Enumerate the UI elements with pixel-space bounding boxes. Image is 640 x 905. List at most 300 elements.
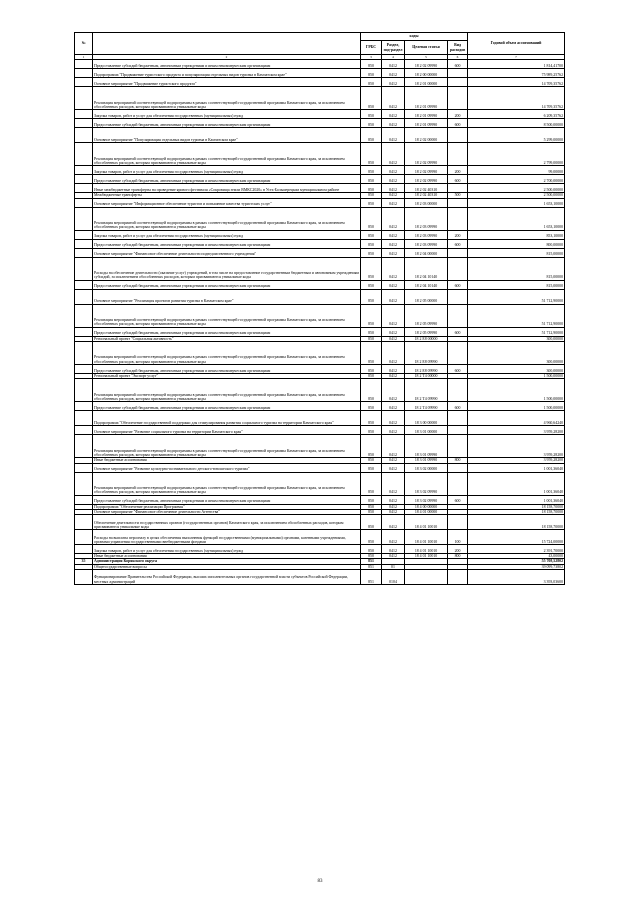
row-grbs-cell: 850: [361, 69, 382, 78]
row-section-cell: 0412: [382, 257, 405, 280]
row-grbs-cell: 850: [361, 342, 382, 365]
row-exptype-cell: [448, 207, 468, 230]
row-section-cell: 0412: [382, 515, 405, 530]
table-row: [75, 402, 565, 411]
row-number-cell: [75, 342, 93, 365]
table-row: [75, 175, 565, 184]
row-section-cell: 0412: [382, 426, 405, 435]
row-section-cell: 0412: [382, 87, 405, 110]
row-sum-cell: 1 814,41700: [468, 60, 565, 69]
row-grbs-cell: 850: [361, 60, 382, 69]
row-name-cell: Предоставление субсидий бюджетным, автономным учреждениям и иным некоммерческим организациям: [93, 280, 361, 289]
row-target-cell: 18 2 03 09990: [405, 207, 448, 230]
row-target-cell: 18 3 01 00000: [405, 426, 448, 435]
row-section-cell: 0412: [382, 143, 405, 166]
table-row: [75, 379, 565, 402]
row-section-cell: 0412: [382, 207, 405, 230]
row-grbs-cell: 850: [361, 280, 382, 289]
row-section-cell: 0412: [382, 184, 405, 193]
row-section-cell: 0412: [382, 304, 405, 327]
row-number-cell: [75, 60, 93, 69]
row-target-cell: 18 3 02 09990: [405, 472, 448, 495]
row-target-cell: 18 2 05 00000: [405, 289, 448, 304]
row-name-cell: Функционирование Правительства Российской Федерации, высших исполнительных органов государственной власти субъектов Российской Федерации, местных администраций: [93, 570, 361, 585]
table-row: [75, 545, 565, 554]
row-target-cell: 18 2 01 09990: [405, 119, 448, 128]
table-row: [75, 110, 565, 119]
row-sum-cell: 75 989,25762: [468, 69, 565, 78]
row-name-cell: Администрация Корякского округа: [93, 559, 361, 564]
row-sum-cell: 4 960,64240: [468, 411, 565, 426]
row-target-cell: 18 2 02 09990: [405, 143, 448, 166]
row-exptype-cell: 200: [448, 545, 468, 554]
row-grbs-cell: 850: [361, 379, 382, 402]
row-exptype-cell: 600: [448, 239, 468, 248]
row-exptype-cell: 600: [448, 119, 468, 128]
row-number-cell: [75, 515, 93, 530]
row-grbs-cell: 850: [361, 411, 382, 426]
row-number-cell: [75, 239, 93, 248]
row-number-cell: [75, 426, 93, 435]
row-exptype-cell: [448, 87, 468, 110]
row-name-cell: Реализация мероприятий соответствующей подпрограммы в рамках соответствующей государственной программы Камчатского края, за исключением обособленных расходов, которым присваиваются уникальные коды: [93, 304, 361, 327]
row-grbs-cell: 850: [361, 128, 382, 143]
row-sum-cell: 99,00000: [468, 166, 565, 175]
row-name-cell: Иные бюджетные ассигнования: [93, 458, 361, 463]
row-number-cell: [75, 463, 93, 472]
table-row: [75, 198, 565, 207]
row-section-cell: 0412: [382, 402, 405, 411]
row-grbs-cell: 850: [361, 175, 382, 184]
row-name-cell: Предоставление субсидий бюджетным, автономным учреждениям и иным некоммерческим организациям: [93, 402, 361, 411]
row-section-cell: 0412: [382, 119, 405, 128]
row-target-cell: 18 2 Т4 09990: [405, 379, 448, 402]
row-section-cell: 0412: [382, 495, 405, 504]
row-name-cell: Подпрограмма "Обеспечение реализации Программы": [93, 504, 361, 509]
row-exptype-cell: [448, 257, 468, 280]
row-target-cell: 18 4 01 00000: [405, 509, 448, 514]
index-cell: 6: [448, 55, 468, 60]
row-target-cell: 18 4 01 10010: [405, 530, 448, 545]
row-target-cell: 18 2 05 09990: [405, 327, 448, 336]
row-sum-cell: 14 709,35762: [468, 78, 565, 87]
row-grbs-cell: 850: [361, 119, 382, 128]
row-target-cell: 18 3 02 00000: [405, 463, 448, 472]
row-target-cell: 18 2 Т4 09990: [405, 402, 448, 411]
row-grbs-cell: 850: [361, 166, 382, 175]
row-name-cell: Основное мероприятие "Реализация проектов развития туризма в Камчатском крае": [93, 289, 361, 304]
row-grbs-cell: 850: [361, 230, 382, 239]
row-target-cell: 18 2 04 10140: [405, 280, 448, 289]
row-name-cell: Региональный проект "Социальная активность": [93, 336, 361, 341]
row-sum-cell: 815,00000: [468, 257, 565, 280]
row-section-cell: 0412: [382, 472, 405, 495]
row-sum-cell: 18 158,70000: [468, 509, 565, 514]
row-grbs-cell: 850: [361, 402, 382, 411]
row-exptype-cell: [448, 143, 468, 166]
row-section-cell: 0412: [382, 374, 405, 379]
row-exptype-cell: [448, 472, 468, 495]
row-number-cell: [75, 435, 93, 458]
table-row: [75, 515, 565, 530]
row-name-cell: Общегосударственные вопросы: [93, 564, 361, 569]
row-number-cell: [75, 495, 93, 504]
row-target-cell: 18 2 03 09990: [405, 230, 448, 239]
row-number-cell: [75, 175, 93, 184]
row-grbs-cell: 850: [361, 304, 382, 327]
header-codes: коды: [361, 33, 468, 41]
row-grbs-cell: 850: [361, 495, 382, 504]
row-section-cell: 0412: [382, 193, 405, 198]
row-section-cell: 0412: [382, 435, 405, 458]
table-row: [75, 143, 565, 166]
row-name-cell: Предоставление субсидий бюджетным, автономным учреждениям и иным некоммерческим организациям: [93, 239, 361, 248]
row-sum-cell: 55 708,52802: [468, 559, 565, 564]
row-section-cell: 0412: [382, 60, 405, 69]
row-section-cell: 0104: [382, 570, 405, 585]
row-target-cell: 18 2 01 09990: [405, 87, 448, 110]
row-number-cell: [75, 230, 93, 239]
row-number-cell: [75, 570, 93, 585]
row-number-cell: [75, 143, 93, 166]
row-sum-cell: 2 799,00000: [468, 143, 565, 166]
row-number-cell: [75, 530, 93, 545]
table-row: [75, 78, 565, 87]
row-exptype-cell: [448, 69, 468, 78]
row-grbs-cell: 850: [361, 504, 382, 509]
row-sum-cell: 51 712,90000: [468, 289, 565, 304]
row-target-cell: 18 2 05 09990: [405, 304, 448, 327]
row-grbs-cell: 851: [361, 564, 382, 569]
row-exptype-cell: 200: [448, 166, 468, 175]
row-sum-cell: 853,10000: [468, 230, 565, 239]
row-exptype-cell: [448, 515, 468, 530]
row-grbs-cell: 850: [361, 426, 382, 435]
row-sum-cell: 39 099,73802: [468, 564, 565, 569]
row-target-cell: 18 2 04 00000: [405, 248, 448, 257]
row-section-cell: 0412: [382, 509, 405, 514]
row-exptype-cell: [448, 570, 468, 585]
row-target-cell: 18 3 00 00000: [405, 411, 448, 426]
row-exptype-cell: 600: [448, 60, 468, 69]
row-target-cell: [405, 570, 448, 585]
row-section-cell: 0412: [382, 342, 405, 365]
index-cell: 4: [382, 55, 405, 60]
row-sum-cell: 14 709,35762: [468, 87, 565, 110]
row-section-cell: 0412: [382, 248, 405, 257]
row-grbs-cell: 850: [361, 509, 382, 514]
row-target-cell: 18 2 Т4 00000: [405, 374, 448, 379]
row-number-cell: [75, 110, 93, 119]
row-grbs-cell: 850: [361, 463, 382, 472]
budget-table-sheet: [74, 32, 564, 585]
row-number-cell: [75, 248, 93, 257]
row-grbs-cell: 851: [361, 570, 382, 585]
row-name-cell: Реализация мероприятий соответствующей подпрограммы в рамках соответствующей государственной программы Камчатского края, за исключением обособленных расходов, которым присваиваются уникальные коды: [93, 87, 361, 110]
row-target-cell: 18 2 Е8 00000: [405, 336, 448, 341]
row-name-cell: Обеспечение деятельности государственных органов (государственных органов) Камчатского края, за исключением обособленных расходов, которым присваиваются уникальные коды: [93, 515, 361, 530]
table-row: [75, 166, 565, 175]
row-name-cell: Реализация мероприятий соответствующей подпрограммы в рамках соответствующей государственной программы Камчатского края, за исключением обособленных расходов, которым присваиваются уникальные коды: [93, 143, 361, 166]
row-target-cell: 18 2 Е8 09990: [405, 342, 448, 365]
row-exptype-cell: [448, 411, 468, 426]
row-sum-cell: 51 712,90000: [468, 304, 565, 327]
row-grbs-cell: 850: [361, 435, 382, 458]
header-section: Раздел, под-раздел: [382, 41, 405, 55]
row-grbs-cell: 850: [361, 327, 382, 336]
row-number-cell: [75, 545, 93, 554]
row-number-cell: [75, 304, 93, 327]
row-section-cell: 0412: [382, 280, 405, 289]
row-grbs-cell: 850: [361, 78, 382, 87]
row-exptype-cell: [448, 304, 468, 327]
row-name-cell: Реализация мероприятий соответствующей подпрограммы в рамках соответствующей государственной программы Камчатского края, за исключением обособленных расходов, которым присваиваются уникальные коды: [93, 207, 361, 230]
row-exptype-cell: 600: [448, 280, 468, 289]
row-section-cell: 0412: [382, 504, 405, 509]
row-grbs-cell: 850: [361, 472, 382, 495]
row-number-cell: [75, 365, 93, 374]
row-target-cell: 18 4 00 00000: [405, 504, 448, 509]
row-exptype-cell: 600: [448, 175, 468, 184]
index-cell: 7: [468, 55, 565, 60]
index-cell: 5: [405, 55, 448, 60]
row-name-cell: Подпрограмма "Обеспечение государственной поддержки для стимулирования развития социального туризма на территории Камчатского края": [93, 411, 361, 426]
row-target-cell: 18 4 01 10010: [405, 515, 448, 530]
row-target-cell: 18 2 01 09990: [405, 110, 448, 119]
table-row: [75, 426, 565, 435]
row-target-cell: 18 2 Е8 09990: [405, 365, 448, 374]
row-section-cell: 0412: [382, 198, 405, 207]
index-cell: 2: [93, 55, 361, 60]
row-name-cell: Предоставление субсидий бюджетным, автономным учреждениям и иным некоммерческим организациям: [93, 495, 361, 504]
row-name-cell: Основное мероприятие "Популяризация отдельных видов туризма в Камчатском крае": [93, 128, 361, 143]
row-section-cell: 0412: [382, 175, 405, 184]
row-target-cell: 18 2 02 09990: [405, 175, 448, 184]
row-section-cell: 0412: [382, 379, 405, 402]
row-name-cell: Закупка товаров, работ и услуг для обеспечения государственных (муниципальных) нужд: [93, 166, 361, 175]
row-number-cell: [75, 87, 93, 110]
row-section-cell: 0412: [382, 530, 405, 545]
row-section-cell: 0412: [382, 78, 405, 87]
row-target-cell: 18 2 02 09990: [405, 60, 448, 69]
row-target-cell: 18 2 02 40310: [405, 193, 448, 198]
row-target-cell: 18 3 01 09990: [405, 435, 448, 458]
row-exptype-cell: [448, 289, 468, 304]
row-section-cell: 0412: [382, 230, 405, 239]
row-section-cell: 0412: [382, 458, 405, 463]
row-target-cell: 18 2 04 10140: [405, 257, 448, 280]
row-sum-cell: 8 500,00000: [468, 119, 565, 128]
row-grbs-cell: 850: [361, 545, 382, 554]
table-row: [75, 248, 565, 257]
table-row: [75, 342, 565, 365]
row-target-cell: 18 3 02 09990: [405, 495, 448, 504]
row-number-cell: [75, 379, 93, 402]
table-row: [75, 128, 565, 143]
row-name-cell: Закупка товаров, работ и услуг для обеспечения государственных (муниципальных) нужд: [93, 545, 361, 554]
row-exptype-cell: [448, 426, 468, 435]
header-grbs: ГРБС: [361, 41, 382, 55]
row-number-cell: 35: [75, 559, 93, 564]
row-section-cell: 0412: [382, 239, 405, 248]
row-grbs-cell: 850: [361, 248, 382, 257]
row-number-cell: [75, 207, 93, 230]
row-sum-cell: 300,00000: [468, 365, 565, 374]
row-name-cell: Основное мероприятие "Финансовое обеспечение деятельности Агентства": [93, 509, 361, 514]
row-target-cell: 18 2 03 00000: [405, 198, 448, 207]
row-name-cell: Иные бюджетные ассигнования: [93, 554, 361, 559]
row-name-cell: Закупка товаров, работ и услуг для обеспечения государственных (муниципальных) нужд: [93, 110, 361, 119]
row-section-cell: 0412: [382, 166, 405, 175]
table-row: [75, 87, 565, 110]
row-section-cell: 0412: [382, 289, 405, 304]
table-row: [75, 365, 565, 374]
row-number-cell: [75, 327, 93, 336]
row-name-cell: Межбюджетные трансферты: [93, 193, 361, 198]
header-target: Целевая статья: [405, 41, 448, 55]
table-row: [75, 119, 565, 128]
table-row: [75, 280, 565, 289]
row-target-cell: 18 4 01 10010: [405, 554, 448, 559]
row-sum-cell: 6 209,35762: [468, 110, 565, 119]
row-sum-cell: 18 158,70000: [468, 515, 565, 530]
row-number-cell: [75, 69, 93, 78]
row-exptype-cell: [448, 248, 468, 257]
row-grbs-cell: 850: [361, 515, 382, 530]
table-row: [75, 472, 565, 495]
row-sum-cell: 1 001,36040: [468, 495, 565, 504]
row-number-cell: [75, 257, 93, 280]
row-section-cell: 0412: [382, 327, 405, 336]
row-exptype-cell: [448, 78, 468, 87]
row-sum-cell: 2 500,00000: [468, 193, 565, 198]
row-grbs-cell: 850: [361, 530, 382, 545]
row-grbs-cell: 850: [361, 458, 382, 463]
row-section-cell: 0412: [382, 365, 405, 374]
row-grbs-cell: 850: [361, 336, 382, 341]
table-row: [75, 207, 565, 230]
row-grbs-cell: 850: [361, 554, 382, 559]
row-number-cell: [75, 128, 93, 143]
table-row: [75, 60, 565, 69]
row-name-cell: Иные межбюджетные трансферты на проведение ярового фестиваля «Сокровища земли ВМКС2020» в Усть-Большерецком муниципальном районе: [93, 184, 361, 193]
row-exptype-cell: [448, 379, 468, 402]
row-name-cell: Предоставление субсидий бюджетным, автономным учреждениям и иным некоммерческим организациям: [93, 119, 361, 128]
row-sum-cell: 1 500,00000: [468, 402, 565, 411]
row-name-cell: Предоставление субсидий бюджетным, автономным учреждениям и иным некоммерческим организациям: [93, 175, 361, 184]
budget-table: [74, 32, 565, 585]
row-exptype-cell: 600: [448, 365, 468, 374]
table-row: [75, 411, 565, 426]
row-sum-cell: 3 393,03600: [468, 570, 565, 585]
table-row: [75, 184, 565, 193]
row-grbs-cell: 850: [361, 110, 382, 119]
table-row: [75, 304, 565, 327]
index-cell: 1: [75, 55, 93, 60]
row-grbs-cell: 850: [361, 198, 382, 207]
row-section-cell: 0412: [382, 110, 405, 119]
row-sum-cell: 1 001,36040: [468, 472, 565, 495]
row-target-cell: 18 4 01 10010: [405, 545, 448, 554]
row-section-cell: 0412: [382, 128, 405, 143]
row-name-cell: Предоставление субсидий бюджетным, автономным учреждениям и иным некоммерческим организациям: [93, 327, 361, 336]
row-sum-cell: 1 500,00000: [468, 374, 565, 379]
row-name-cell: Закупка товаров, работ и услуг для обеспечения государственных (муниципальных) нужд: [93, 230, 361, 239]
row-name-cell: Расходы на выплаты персоналу в целях обеспечения выполнения функций государственными (муниципальными) органами, казенными учреждениями, органами управления государственными внебюджетными фондами: [93, 530, 361, 545]
row-exptype-cell: [448, 184, 468, 193]
row-name-cell: Подпрограмма "Продвижение туристского продукта и популяризация отдельных видов туризма в Камчатском крае": [93, 69, 361, 78]
row-name-cell: Основное мероприятие "Финансовое обеспечение деятельности подведомственного учреждения": [93, 248, 361, 257]
row-number-cell: [75, 78, 93, 87]
row-name-cell: Основное мероприятие "Развитие культурно-познавательного детского-юношеского туризма": [93, 463, 361, 472]
header-number: №: [75, 33, 93, 55]
row-exptype-cell: [448, 463, 468, 472]
row-number-cell: [75, 411, 93, 426]
row-name-cell: Основное мероприятие "Продвижение туристского продукта": [93, 78, 361, 87]
row-section-cell: 0412: [382, 69, 405, 78]
row-number-cell: [75, 119, 93, 128]
row-grbs-cell: 850: [361, 87, 382, 110]
row-sum-cell: 1 500,00000: [468, 379, 565, 402]
row-exptype-cell: 600: [448, 327, 468, 336]
row-number-cell: [75, 184, 93, 193]
row-number-cell: [75, 289, 93, 304]
row-target-cell: 18 2 01 00000: [405, 78, 448, 87]
table-row: [75, 289, 565, 304]
row-exptype-cell: 500: [448, 193, 468, 198]
table-row: [75, 69, 565, 78]
row-section-cell: 01: [382, 564, 405, 569]
row-grbs-cell: 850: [361, 184, 382, 193]
row-sum-cell: 815,00000: [468, 248, 565, 257]
header-annual: Годовой объем ассигнований: [468, 33, 565, 55]
header-exptype: Вид расходов: [448, 41, 468, 55]
row-section-cell: 0412: [382, 411, 405, 426]
row-target-cell: 18 2 00 00000: [405, 69, 448, 78]
row-grbs-cell: 850: [361, 289, 382, 304]
row-exptype-cell: 600: [448, 402, 468, 411]
row-number-cell: [75, 166, 93, 175]
row-sum-cell: 300,00000: [468, 342, 565, 365]
row-grbs-cell: 850: [361, 143, 382, 166]
row-grbs-cell: 850: [361, 365, 382, 374]
row-sum-cell: 43,00000: [468, 554, 565, 559]
row-target-cell: 18 2 02 40310: [405, 184, 448, 193]
row-sum-cell: 1 001,36040: [468, 463, 565, 472]
row-sum-cell: 2 700,00000: [468, 175, 565, 184]
row-grbs-cell: 851: [361, 559, 382, 564]
row-exptype-cell: [448, 128, 468, 143]
row-name-cell: Основное мероприятие "Развитие социального туризма на территории Камчатского края": [93, 426, 361, 435]
row-exptype-cell: [448, 435, 468, 458]
row-exptype-cell: 600: [448, 495, 468, 504]
table-row: [75, 257, 565, 280]
row-target-cell: 18 2 02 00000: [405, 128, 448, 143]
row-exptype-cell: [448, 342, 468, 365]
row-exptype-cell: [448, 198, 468, 207]
row-sum-cell: 3 959,28200: [468, 435, 565, 458]
table-row: [75, 530, 565, 545]
row-section-cell: 0412: [382, 336, 405, 341]
table-body: [75, 60, 565, 585]
row-section-cell: 0412: [382, 554, 405, 559]
row-section-cell: 0412: [382, 463, 405, 472]
row-sum-cell: 5 299,00000: [468, 128, 565, 143]
row-name-cell: Предоставление субсидий бюджетным, автономным учреждениям и иным некоммерческим организациям: [93, 365, 361, 374]
row-section-cell: 0412: [382, 545, 405, 554]
row-grbs-cell: 850: [361, 239, 382, 248]
row-grbs-cell: 850: [361, 193, 382, 198]
